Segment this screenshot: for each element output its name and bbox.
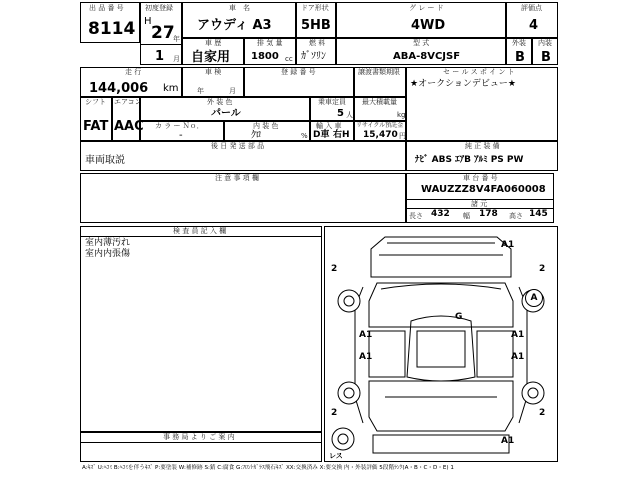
len: 432 [431,209,450,219]
lot-label: 出 品 番 号 [89,4,124,12]
model-cell [336,38,506,65]
damage-mark-rr: 2 [539,408,546,418]
salespoint-text: ★オークションデビュー★ [410,79,516,89]
shift: FAT [83,119,109,134]
ext-grade: B [515,50,525,65]
model-label: 型 式 [413,39,430,47]
tax-cell [354,121,406,141]
damage-mark-front: A1 [501,240,515,250]
office-cell [80,432,322,462]
lot-cell [80,2,140,43]
fuel-label: 燃 料 [309,39,326,47]
score: 4 [529,18,539,33]
grade: 4WD [411,18,446,33]
disp-cell [244,38,296,65]
era: H [144,16,152,27]
int-label: 内装 [538,39,552,47]
tax: 15,470 [363,130,398,140]
import-hand: 右H [333,130,350,140]
salespoint-label: セ ー ル ス ポ イ ン ト [443,68,515,76]
ac-label: エアコン [114,98,142,106]
reg-cell [140,2,182,65]
colorno-label: カ ラ ー Ｎｏ． [155,122,204,130]
regno-cell [244,67,354,97]
inspector-label: 検 査 員 記 入 欄 [173,227,227,235]
int-grade: B [541,50,551,65]
car-name: アウディ A3 [197,18,272,33]
notes-label: 注 意 事 項 欄 [215,174,259,182]
damage-mark-right-1: A1 [511,330,525,340]
doors-cell [296,2,336,38]
year-unit: 年 [173,35,180,43]
grade-label: グ レ ー ド [409,4,444,12]
colorno-cell [140,121,224,141]
ac-cell [112,97,144,141]
score-label: 評価点 [521,4,542,12]
vin-label: 車 台 番 号 [463,174,498,182]
inspect-month-unit: 月 [229,87,236,95]
spare-tire-status: レス [329,452,343,460]
cert-cell [354,67,406,97]
cap-label: 乗車定員 [318,98,346,106]
mileage-cell [80,67,182,97]
doors: 5HB [301,18,331,33]
salespoint-cell [406,67,558,141]
tax-unit: 円 [399,132,406,140]
car-name-cell [182,2,296,38]
load-unit: kg [397,111,406,119]
len-label: 長さ [409,212,423,220]
damage-mark-right-door: A [525,289,543,307]
doors-label: ドア形状 [301,4,329,12]
usage-label: 車 歴 [205,39,222,47]
intcolor: ｸﾛ [251,130,261,141]
damage-mark-rl: 2 [331,408,338,418]
wid: 178 [479,209,498,219]
shift-cell [80,97,112,141]
inspect-year-unit: 年 [197,87,204,95]
hgt-label: 高さ [509,212,523,220]
damage-mark-rear: A1 [501,436,515,446]
load-label: 最大積載量 [362,98,397,106]
damage-diagram [324,226,558,462]
ext-cell [506,38,532,65]
fuel: ｶﾞｿﾘﾝ [301,51,326,62]
mileage-label: 走 行 [125,68,142,76]
disp: 1800 [251,51,279,62]
lot-number: 8114 [88,19,136,39]
disp-label: 排 気 量 [257,39,283,47]
car-name-label: 車 名 [229,4,250,12]
damage-mark-right-2: A1 [511,352,525,362]
usage: 自家用 [191,50,231,65]
shift-label: シフト [85,98,106,106]
notes-cell [80,173,406,223]
wid-label: 幅 [463,212,470,220]
damage-mark-fr: 2 [539,264,546,274]
cap: 5 [337,108,344,119]
intcolor-cell [224,121,310,141]
regno-label: 登 録 番 号 [281,68,316,76]
intcolor-label: 内 装 色 [253,122,279,130]
legend: A:ｷｽﾞ U:ﾍｺﾐ B:ﾍｺﾐを伴うｷｽﾞ P:要塗装 W:補修跡 S:錆 C:腐食 G:ﾌﾛﾝﾄｶﾞﾗｽ飛石ｷｽﾞ XX:交換済み X:要交換 内・外装評価 5段階ﾗﾝｸ(A・B・C・D・E) 1 [82,465,454,471]
int-cell [532,38,558,65]
reg-year: 27 [151,23,175,43]
model: ABA-8VCJSF [393,51,461,62]
fuel-cell [296,38,336,65]
mileage: 144,006 [89,81,149,96]
damage-mark-left-2: A1 [359,352,373,362]
equip-cell [406,141,558,171]
grade-cell [336,2,506,38]
tax-label: リサイクル預託金 [356,122,404,129]
equip-label: 純 正 装 備 [465,142,500,150]
score-cell [506,2,558,38]
parts-label: 後 日 発 送 部 品 [211,142,265,150]
damage-mark-roof: G [455,312,463,322]
inspector-line-1: 室内薄汚れ [85,238,131,248]
cap-cell [310,97,354,121]
hgt: 145 [529,209,548,219]
import-label: 輸 入 車 [316,122,342,130]
parts-text: 車両取説 [85,155,125,166]
load-cell [354,97,406,121]
reg-month: 1 [155,49,165,64]
month-unit: 月 [173,55,180,63]
reg-label: 初度登録 [145,4,173,12]
vin-cell [406,173,554,223]
mileage-unit: km [163,83,179,94]
damage-mark-fl: 2 [331,264,338,274]
import-type: D車 [313,130,330,140]
car-outline [325,227,557,461]
inspect-label: 車 検 [205,68,222,76]
ac: AAC [114,119,144,134]
color-label: 外 装 色 [207,98,233,106]
ext-label: 外装 [512,39,526,47]
disp-unit: cc [285,55,293,63]
dim-label: 諸 元 [471,200,488,208]
usage-cell [182,38,244,65]
percent: % [301,132,308,140]
colorno: - [179,130,183,141]
inspect-cell [182,67,244,97]
cap-unit: 人 [346,111,353,119]
equip-text: ﾅﾋﾞ ABS ｴｱB ｱﾙﾐ PS PW [415,155,524,165]
office-label: 事 務 局 よ り ご 案 内 [163,433,235,441]
import-cell [310,121,354,141]
vin: WAUZZZ8V4FA060008 [421,184,546,195]
parts-cell [80,141,406,171]
inspector-line-2: 室内内張傷 [85,249,131,259]
damage-mark-left-1: A1 [359,330,373,340]
color: パール [211,108,241,119]
inspector-cell [80,226,322,432]
cert-label: 譲渡書類期限 [358,68,400,76]
color-cell [140,97,310,121]
